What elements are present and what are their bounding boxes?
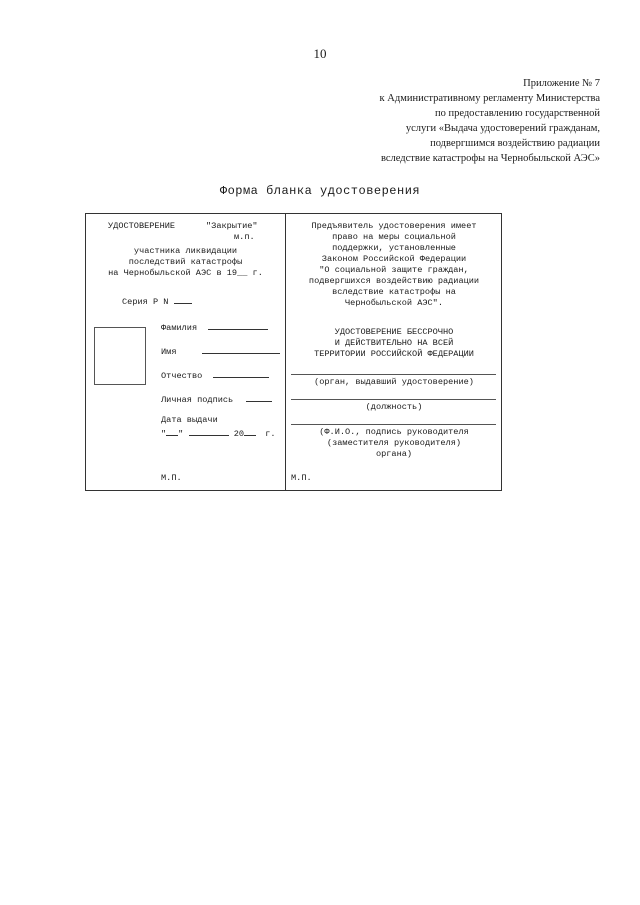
- surname-blank: [208, 320, 268, 330]
- subtitle-line: последствий катастрофы: [128, 257, 243, 267]
- head-signature-line: [291, 424, 496, 425]
- appendix-header: [300, 76, 600, 166]
- surname-label: Фамилия: [161, 323, 198, 333]
- appendix-line: к Административному регламенту Министерства: [379, 93, 600, 104]
- series-blank: [174, 294, 192, 304]
- name-blank: [202, 344, 280, 354]
- stamp-mark-right: М.П.: [291, 473, 312, 483]
- issuer-line: [291, 374, 496, 375]
- head-caption: (Ф.И.О., подпись руководителя: [319, 427, 469, 437]
- day-blank: [166, 426, 178, 436]
- signature-blank: [246, 392, 272, 402]
- certificate-form: [85, 213, 502, 491]
- head-caption: (заместителя руководителя): [326, 438, 462, 448]
- year-blank: [244, 426, 256, 436]
- validity-line: И ДЕЙСТВИТЕЛЬНО НА ВСЕЙ: [334, 338, 454, 348]
- date-quote-close: ": [178, 429, 184, 439]
- rights-line: Предъявитель удостоверения имеет: [311, 221, 477, 231]
- appendix-line: вследствие катастрофы на Чернобыльской АЭС»: [380, 153, 600, 164]
- rights-line: вследствие катастрофы на: [332, 287, 456, 297]
- name-field: [161, 344, 280, 358]
- validity-line: УДОСТОВЕРЕНИЕ БЕССРОЧНО: [334, 327, 454, 337]
- signature-label: Личная подпись: [161, 395, 234, 405]
- head-caption: органа): [375, 449, 413, 459]
- name-label: Имя: [161, 347, 177, 357]
- rights-line: "О социальной защите граждан,: [319, 265, 469, 275]
- classification-mark: "Закрытие": [206, 221, 258, 231]
- appendix-line: по предоставлению государственной: [434, 108, 600, 119]
- series-label: Серия Р N: [122, 297, 169, 307]
- certificate-heading: УДОСТОВЕРЕНИЕ: [108, 221, 176, 231]
- position-caption: (должность): [365, 402, 423, 412]
- stamp-mark-left: М.П.: [161, 473, 182, 483]
- rights-line: подвергшихся воздействию радиации: [308, 276, 480, 286]
- stamp-mark-top: м.п.: [234, 232, 255, 242]
- issuer-caption: (орган, выдавший удостоверение): [314, 377, 474, 387]
- appendix-line: Приложение № 7: [523, 78, 600, 89]
- signature-field: [161, 392, 272, 406]
- issue-date-label: Дата выдачи: [161, 415, 218, 425]
- validity-line: ТЕРРИТОРИИ РОССИЙСКОЙ ФЕДЕРАЦИИ: [314, 349, 474, 359]
- subtitle-line: на Чернобыльской АЭС в 19__ г.: [108, 268, 263, 278]
- issue-date-field: [161, 426, 276, 440]
- page-number: 10: [313, 46, 327, 61]
- rights-line: Законом Российской Федерации: [321, 254, 467, 264]
- date-year-suffix: г.: [265, 429, 276, 439]
- appendix-line: услуги «Выдача удостоверений гражданам,: [405, 123, 600, 134]
- month-blank: [189, 426, 229, 436]
- surname-field: [161, 320, 268, 334]
- rights-line: поддержки, установленные: [332, 243, 456, 253]
- position-line: [291, 399, 496, 400]
- date-year: 20: [233, 429, 245, 439]
- rights-line: право на меры социальной: [332, 232, 456, 242]
- appendix-line: подвергшимся воздействию радиации: [430, 138, 600, 149]
- rights-line: Чернобыльской АЭС".: [345, 298, 443, 308]
- series-field: [122, 294, 192, 308]
- photo-placeholder: [94, 327, 146, 385]
- patronymic-field: [161, 368, 269, 382]
- patronymic-blank: [213, 368, 269, 378]
- patronymic-label: Отчество: [161, 371, 203, 381]
- form-title: Форма бланка удостоверения: [219, 184, 421, 198]
- subtitle-line: участника ликвидации: [133, 246, 238, 256]
- date-quote-open: ": [161, 429, 167, 439]
